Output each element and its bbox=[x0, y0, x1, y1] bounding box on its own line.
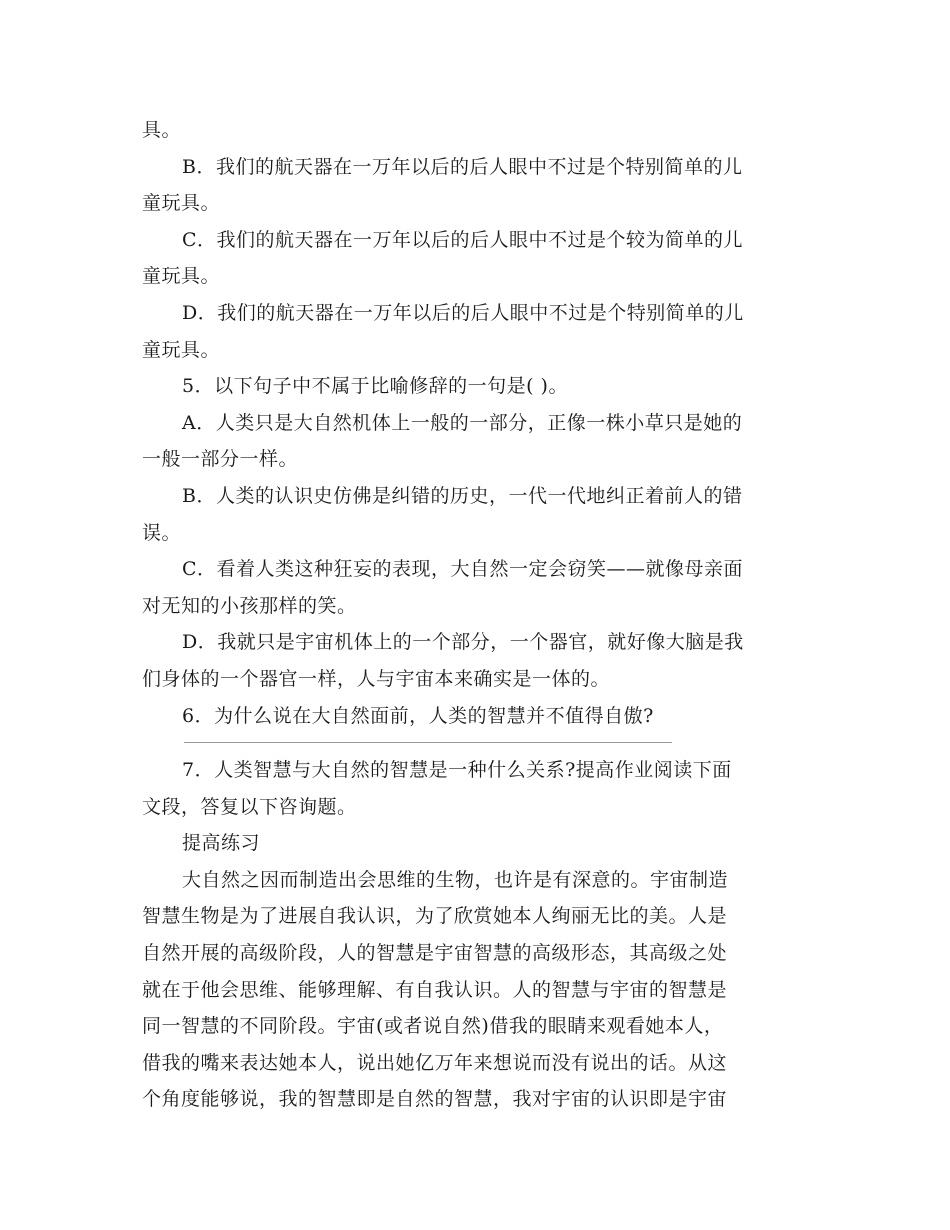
answer-blank bbox=[142, 734, 810, 752]
passage-line: 自然开展的高级阶段，人的智慧是宇宙智慧的高级形态，其高级之处 bbox=[142, 942, 728, 965]
text-line: 一般一部分一样。 bbox=[142, 448, 299, 471]
text-line: 童玩具。 bbox=[142, 338, 221, 361]
answer-line bbox=[184, 742, 672, 743]
passage-line: 就在于他会思维、能够理解、有自我认识。人的智慧与宇宙的智慧是 bbox=[142, 978, 728, 1001]
text-line: 具。 bbox=[142, 119, 182, 141]
option-d-line: D．我们的航天器在一万年以后的后人眼中不过是个特别简单的儿 bbox=[182, 301, 744, 324]
text-line: 童玩具。 bbox=[142, 192, 221, 215]
passage-line: 大自然之因而制造出会思维的生物，也许是有深意的。宇宙制造 bbox=[182, 868, 729, 891]
question-5: 5．以下句子中不属于比喻修辞的一句是( )。 bbox=[182, 375, 568, 398]
question-7: 7．人类智慧与大自然的智慧是一种什么关系?提高作业阅读下面 bbox=[182, 759, 732, 782]
question-5-option-b: B．人类的认识史仿佛是纠错的历史，一代一代地纠正着前人的错 bbox=[182, 484, 743, 507]
question-5-option-a: A．人类只是大自然机体上一般的一部分，正像一株小草只是她的 bbox=[182, 411, 743, 434]
text-line: 误。 bbox=[142, 521, 182, 544]
question-5-option-d: D．我就只是宇宙机体上的一个部分，一个器官，就好像大脑是我 bbox=[182, 631, 744, 654]
passage-line: 智慧生物是为了进展自我认识，为了欣赏她本人绚丽无比的美。人是 bbox=[142, 905, 728, 928]
passage-line: 借我的嘴来表达她本人，说出她亿万年来想说而没有说出的话。从这 bbox=[142, 1051, 728, 1074]
option-c-line: C．我们的航天器在一万年以后的后人眼中不过是个较为简单的儿 bbox=[182, 228, 744, 251]
passage-line: 同一智慧的不同阶段。宇宙(或者说自然)借我的眼睛来观看她本人， bbox=[142, 1015, 724, 1038]
section-heading: 提高练习 bbox=[182, 832, 261, 855]
option-b-line: B．我们的航天器在一万年以后的后人眼中不过是个特别简单的儿 bbox=[182, 155, 743, 178]
document-page bbox=[142, 112, 810, 1118]
text-line: 童玩具。 bbox=[142, 265, 221, 288]
text-line: 们身体的一个器官一样，人与宇宙本来确实是一体的。 bbox=[142, 667, 611, 690]
question-5-option-c: C．看着人类这种狂妄的表现，大自然一定会窃笑——就像母亲面 bbox=[182, 558, 744, 581]
text-line: 文段，答复以下咨询题。 bbox=[142, 795, 357, 818]
passage-line: 个角度能够说，我的智慧即是自然的智慧，我对宇宙的认识即是宇宙 bbox=[142, 1088, 728, 1111]
question-6: 6．为什么说在大自然面前，人类的智慧并不值得自傲? bbox=[182, 704, 654, 727]
text-line: 对无知的小孩那样的笑。 bbox=[142, 594, 357, 617]
